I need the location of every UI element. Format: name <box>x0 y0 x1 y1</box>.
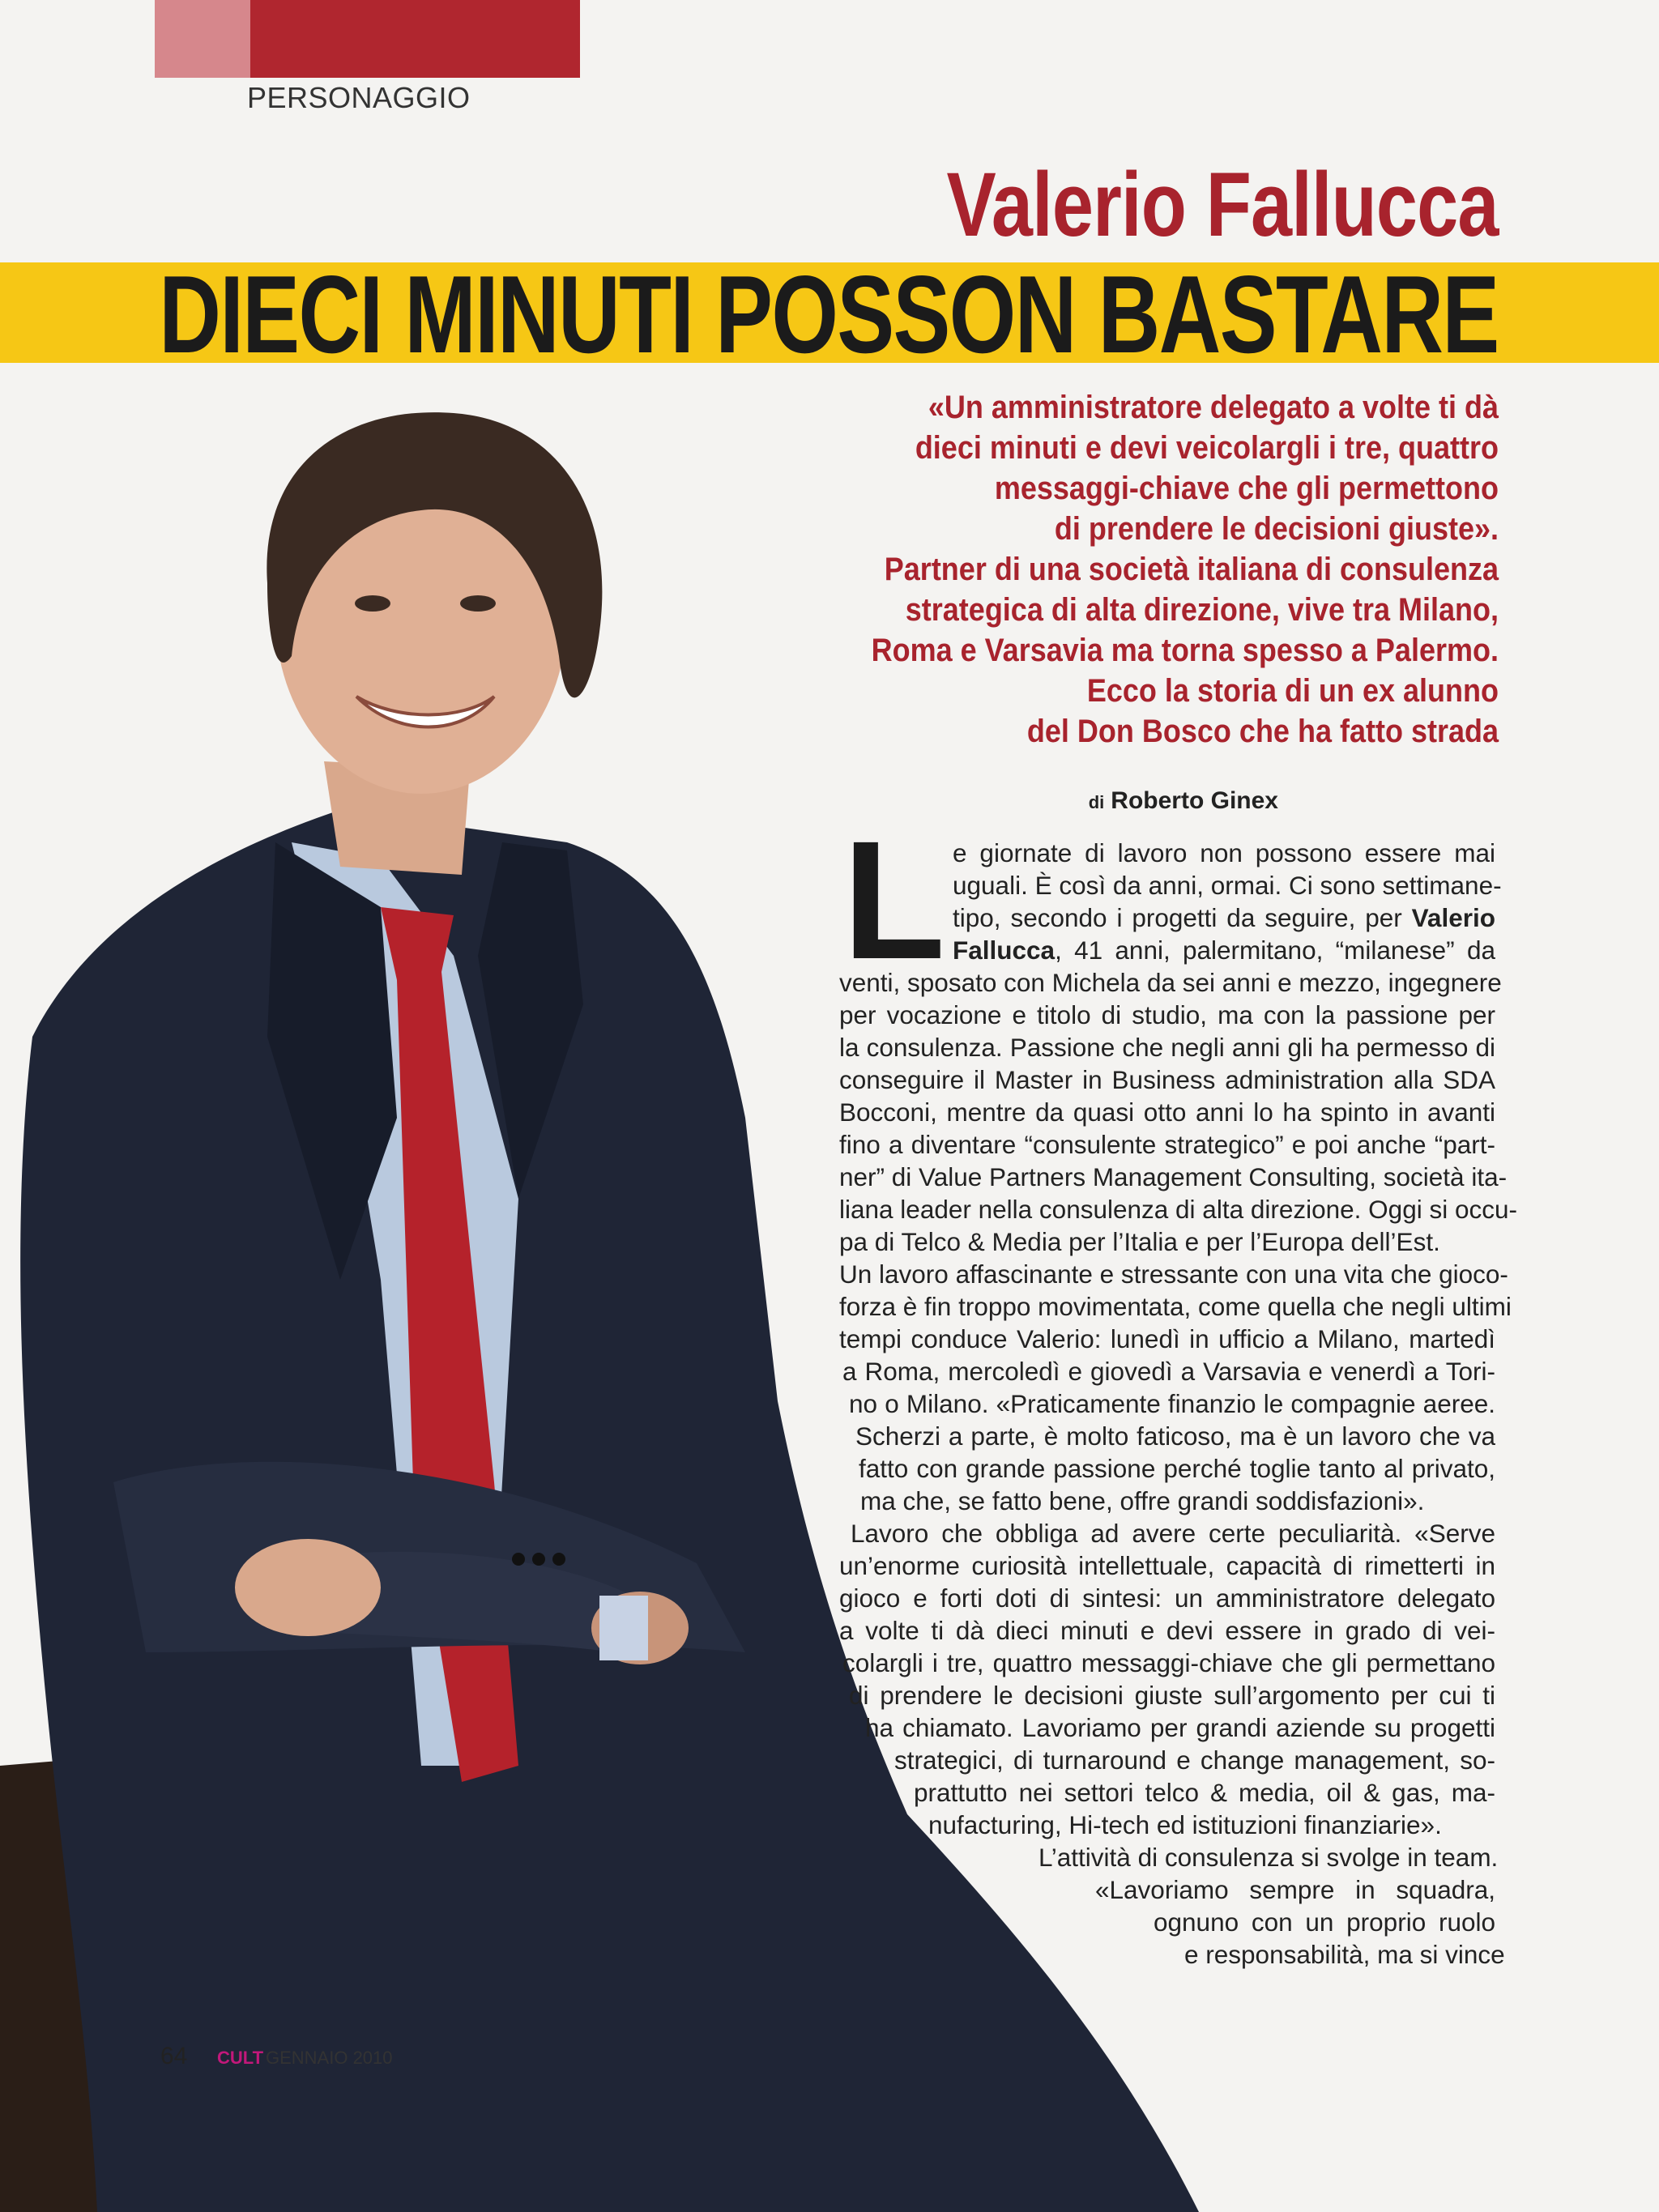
magazine-name: CULT <box>217 2048 264 2068</box>
section-label: PERSONAGGIO <box>247 81 471 114</box>
body-line: colargli i tre, quattro messaggi-chiave che gli permettano <box>842 1648 1495 1677</box>
body-line: pa di Telco & Media per l’Italia e per l’Europa dell’Est. <box>839 1227 1440 1256</box>
body-line: venti, sposato con Michela da sei anni e mezzo, ingegnere <box>839 968 1502 997</box>
body-line: prattutto nei settori telco & media, oil & gas, ma- <box>914 1778 1495 1807</box>
lead-line: di prendere le decisioni giuste». <box>1054 511 1499 547</box>
section-tab-dark <box>250 0 580 78</box>
body-line: conseguire il Master in Business administration alla SDA <box>839 1065 1495 1094</box>
body-line <box>953 935 1495 967</box>
body-line: uguali. È così da anni, ormai. Ci sono settimane- <box>953 871 1502 900</box>
lead-line: del Don Bosco che ha fatto strada <box>1026 714 1499 749</box>
body-line: ognuno con un proprio ruolo <box>1154 1907 1495 1937</box>
section-tab-light <box>155 0 250 78</box>
lead-line: messaggi-chiave che gli permettono <box>994 471 1499 506</box>
body-line: fino a diventare “consulente strategico” e poi anche “part- <box>839 1130 1495 1159</box>
byline-prefix: di <box>1088 792 1105 812</box>
body-text: tipo, secondo i progetti da seguire, per <box>953 903 1402 932</box>
body-line: di prendere le decisioni giuste sull’argomento per cui ti <box>849 1681 1495 1710</box>
body-line: la consulenza. Passione che negli anni gli ha permesso di <box>839 1033 1495 1062</box>
lead-line: Roma e Varsavia ma torna spesso a Palermo. <box>871 633 1499 668</box>
body-text: , 41 anni, palermitano, “milanese” da <box>1055 936 1495 965</box>
body-line: Bocconi, mentre da quasi otto anni lo ha spinto in avanti <box>839 1097 1495 1127</box>
body-line: fatto con grande passione perché toglie tanto al privato, <box>859 1454 1495 1483</box>
lead-line: «Un amministratore delegato a volte ti dà <box>928 390 1499 425</box>
body-line: gioco e forti doti di sintesi: un amministratore delegato <box>839 1583 1495 1613</box>
body-line: Un lavoro affascinante e stressante con una vita che gioco- <box>839 1259 1508 1289</box>
byline <box>1089 787 1278 815</box>
body-bold: Fallucca <box>953 936 1056 965</box>
body-line: per vocazione e titolo di studio, ma con la passione per <box>839 1000 1495 1029</box>
body-line: forza è fin troppo movimentata, come quella che negli ultimi <box>839 1292 1512 1321</box>
body-line: un’enorme curiosità intellettuale, capacità di rimetterti in <box>839 1551 1495 1580</box>
lead-line: strategica di alta direzione, vive tra Milano, <box>905 592 1499 628</box>
lead-line: Partner di una società italiana di consulenza <box>884 552 1499 587</box>
headline: DIECI MINUTI POSSON BASTARE <box>159 253 1499 376</box>
body-line: e giornate di lavoro non possono essere mai <box>953 838 1495 867</box>
body-line: a volte ti dà dieci minuti e devi essere in grado di vei- <box>839 1616 1495 1645</box>
lead-paragraph <box>740 387 1499 752</box>
byline-author: Roberto Ginex <box>1111 787 1278 814</box>
body-line: strategici, di turnaround e change management, so- <box>894 1745 1495 1775</box>
issue-date: GENNAIO 2010 <box>266 2048 393 2068</box>
body-bold: Valerio <box>1411 903 1495 932</box>
body-line: «Lavoriamo sempre in squadra, <box>1095 1875 1495 1904</box>
body-line: Lavoro che obbliga ad avere certe peculiarità. «Serve <box>851 1519 1495 1548</box>
article-title: Valerio Fallucca <box>946 154 1499 255</box>
lead-line: dieci minuti e devi veicolargli i tre, quattro <box>915 430 1499 466</box>
body-line: ha chiamato. Lavoriamo per grandi aziende su progetti <box>865 1713 1495 1742</box>
body-line: L’attività di consulenza si svolge in team. <box>1038 1843 1499 1872</box>
body-line: a Roma, mercoledì e giovedì a Varsavia e venerdì a Tori- <box>842 1357 1495 1386</box>
drop-cap: L <box>842 807 946 995</box>
body-line <box>953 902 1495 935</box>
body-line: nufacturing, Hi-tech ed istituzioni finanziarie». <box>928 1810 1442 1839</box>
body-line: Scherzi a parte, è molto faticoso, ma è un lavoro che va <box>855 1421 1495 1451</box>
body-line: ma che, se fatto bene, offre grandi soddisfazioni». <box>860 1486 1425 1515</box>
body-line: no o Milano. «Praticamente finanzio le compagnie aeree. <box>849 1389 1495 1418</box>
lead-line: Ecco la storia di un ex alunno <box>1086 673 1499 709</box>
page-number: 64 <box>160 2043 188 2069</box>
body-line: tempi conduce Valerio: lunedì in ufficio a Milano, martedì <box>839 1324 1495 1353</box>
body-line: e responsabilità, ma si vince <box>1184 1940 1505 1969</box>
body-line: ner” di Value Partners Management Consulting, società ita- <box>839 1162 1508 1191</box>
body-line: liana leader nella consulenza di alta direzione. Oggi si occu- <box>839 1195 1517 1224</box>
